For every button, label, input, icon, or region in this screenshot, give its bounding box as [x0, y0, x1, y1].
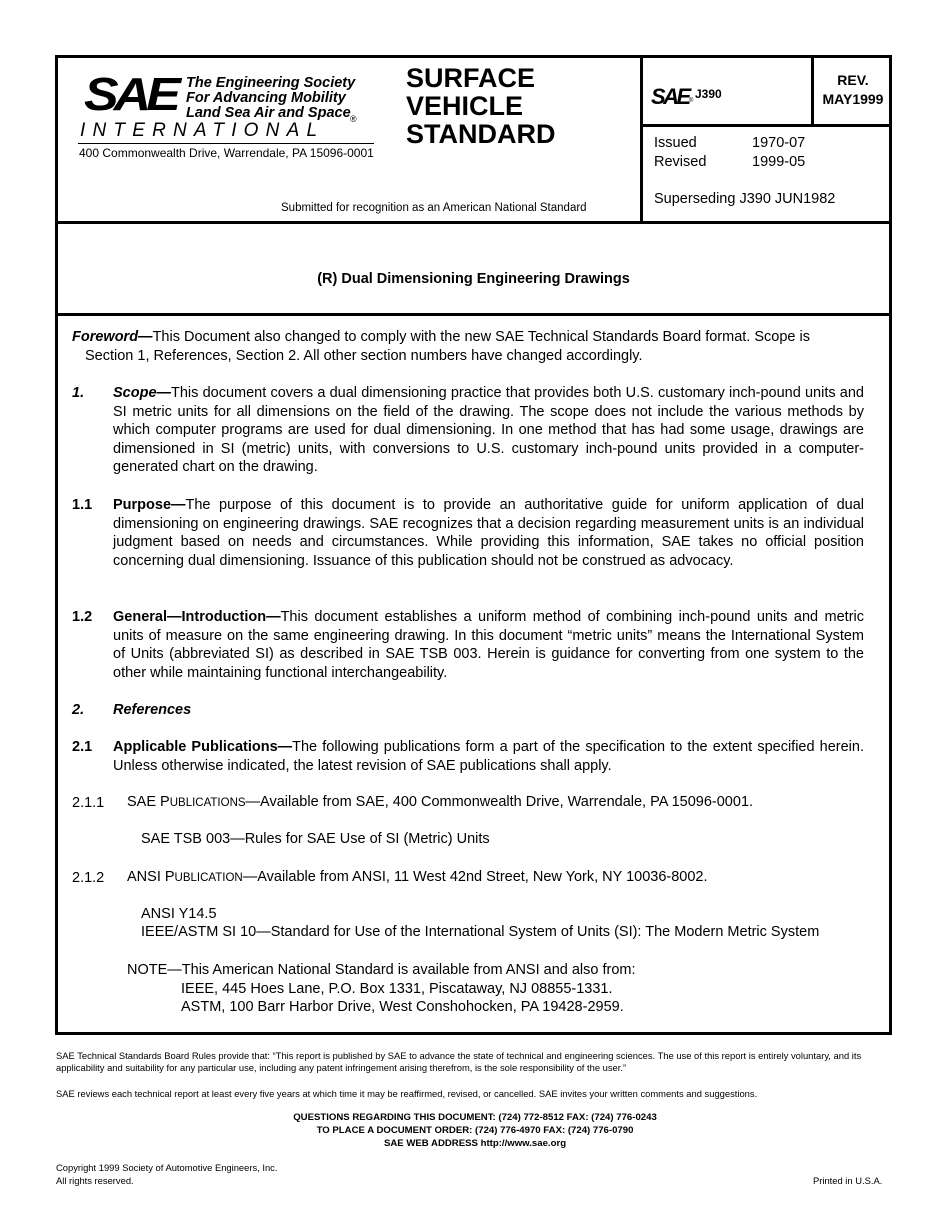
section-1-1-purpose: [113, 496, 864, 570]
section-1-2-general: [113, 608, 864, 682]
doc-registered-mark: ®: [689, 98, 694, 104]
header-divider: [55, 221, 892, 224]
ansi-pub-text: —Available from ANSI, 11 West 42nd Street, New York, NY 10036-8002.: [242, 869, 708, 885]
section-2-1-2-ansi-publication: [127, 869, 708, 885]
submitted-note: Submitted for recognition as an American National Standard: [281, 202, 587, 214]
section-1-heading: Scope—: [113, 385, 172, 401]
printed-in-usa: Printed in U.S.A.: [813, 1175, 883, 1186]
section-2-1-publications: [113, 738, 864, 775]
rev-row-divider: [640, 124, 892, 127]
foreword: [72, 328, 864, 347]
tagline-line-3: Land Sea Air and Space: [186, 105, 351, 121]
standard-type: [406, 64, 556, 148]
tagline-line-2: For Advancing Mobility: [186, 90, 346, 106]
rev-label: REV.: [837, 72, 869, 88]
tagline-line-1: The Engineering Society: [186, 75, 356, 91]
foreword-text: This Document also changed to comply with the new SAE Technical Standards Board format. Scope is: [152, 329, 810, 345]
section-1-1-heading: Purpose—: [113, 497, 186, 513]
all-rights-reserved: All rights reserved.: [56, 1175, 134, 1186]
order-contact: TO PLACE A DOCUMENT ORDER: (724) 776-4970 FAX: (724) 776-0790: [316, 1125, 634, 1136]
ieee-address: IEEE, 445 Hoes Lane, P.O. Box 1331, Piscataway, NJ 08855-1331.: [181, 981, 613, 997]
standard-type-line-2: VEHICLE: [406, 91, 524, 121]
ansi-pub-big: ANSI P: [127, 869, 175, 885]
section-1-text: This document covers a dual dimensioning practice that provides both U.S. customary inch-pound units and SI metric units for all dimensions on the field of the drawing. The scope does not include the various methods by which computer programs are used for dual dimensioning. In one method that has had some usage, drawings are dimensioned in SI (metric) units, with conversions to U.S. customary inch-pound units provided in a computer-generated chart on the drawing.: [113, 385, 864, 476]
superseding: Superseding J390 JUN1982: [654, 191, 836, 207]
ansi-pub-small: UBLICATION: [174, 872, 243, 884]
web-address: SAE WEB ADDRESS http://www.sae.org: [383, 1138, 567, 1149]
sae-pub-text: —Available from SAE, 400 Commonwealth Drive, Warrendale, PA 15096-0001.: [245, 794, 754, 810]
foreword-label: Foreword—: [72, 329, 153, 345]
issued-value: 1970-07: [752, 135, 806, 151]
section-1-2-heading: General—Introduction—: [113, 609, 281, 625]
section-1-2-number: 1.2: [72, 609, 93, 625]
section-1-number: 1.: [72, 385, 85, 401]
wordmark-rule: [78, 143, 374, 144]
doc-number: J390: [695, 87, 722, 101]
header-column-divider: [640, 55, 643, 223]
ansi-y14-5-reference: ANSI Y14.5: [141, 906, 217, 922]
revised-value: 1999-05: [752, 154, 806, 170]
section-2-number: 2.: [72, 702, 85, 718]
astm-address: ASTM, 100 Barr Harbor Drive, West Conshohocken, PA 19428-2959.: [181, 999, 624, 1015]
section-1-1-text: The purpose of this document is to provide an authoritative guide for uniform application of dual dimensioning on engineering drawings. SAE recognizes that a decision regarding measurement units is an individual judgment based on needs and circumstances. While providing this information, SAE takes no official position concerning dual dimensioning. Issuance of this publication should not be construed as advocacy.: [113, 497, 864, 569]
tsb-rules-disclaimer: SAE Technical Standards Board Rules provide that: “This report is published by SAE to advance the state of technical and engineering sciences. The use of this report is entirely voluntary, and its applicability and suitability for any particular use, including any patent infringement arising therefrom, is the sole responsibility of the user.”: [56, 1050, 862, 1073]
questions-contact: QUESTIONS REGARDING THIS DOCUMENT: (724) 772-8512 FAX: (724) 776-0243: [293, 1112, 657, 1123]
registered-mark: ®: [350, 114, 357, 124]
section-1-scope: [113, 384, 864, 477]
title-divider: [55, 313, 892, 316]
section-1-1-number: 1.1: [72, 497, 93, 513]
review-statement: SAE reviews each technical report at least every five years at which time it may be reaffirmed, revised, or cancelled. SAE invites your written comments and suggestions.: [56, 1088, 758, 1099]
section-2-heading: References: [113, 702, 192, 718]
section-2-1-2-number: 2.1.2: [72, 870, 105, 886]
sae-address: 400 Commonwealth Drive, Warrendale, PA 15096-0001: [79, 146, 374, 160]
international-wordmark: INTERNATIONAL: [80, 120, 325, 141]
sae-pub-big: SAE P: [127, 794, 170, 810]
section-2-1-1-sae-publications: [127, 794, 753, 810]
section-2-1-number: 2.1: [72, 739, 93, 755]
rev-date: MAY1999: [822, 91, 884, 107]
foreword-continued: Section 1, References, Section 2. All other section numbers have changed accordingly.: [85, 348, 643, 364]
section-1-2-text: This document establishes a uniform method of combining inch-pound units and metric units of measure on the same engineering drawing. In this document “metric units” means the International System of Units (abbreviated SI) as described in SAE TSB 003. Herein is guidance for converting from one system to the other while maintaining functional interchangeability.: [113, 609, 864, 681]
ansi-note: NOTE—This American National Standard is available from ANSI and also from:: [127, 962, 636, 978]
standard-type-line-3: STANDARD: [406, 119, 556, 149]
standard-type-line-1: SURFACE: [406, 63, 536, 93]
issued-label: Issued: [654, 135, 697, 151]
sae-tsb-003-reference: SAE TSB 003—Rules for SAE Use of SI (Metric) Units: [141, 831, 490, 847]
document-title: (R) Dual Dimensioning Engineering Drawings: [317, 271, 630, 287]
sae-pub-small: UBLICATIONS: [169, 797, 246, 809]
ieee-astm-si10-reference: IEEE/ASTM SI 10—Standard for Use of the International System of Units (SI): The Modern Metric System: [141, 924, 820, 940]
copyright: Copyright 1999 Society of Automotive Engineers, Inc.: [56, 1162, 278, 1173]
section-2-1-1-number: 2.1.1: [72, 795, 105, 811]
doc-sae-logo: SAE: [651, 84, 689, 109]
revised-label: Revised: [654, 154, 707, 170]
section-2-1-text: The following publications form a part of the specification to the extent specified herein. Unless otherwise indicated, the latest revision of SAE publications shall apply.: [113, 739, 864, 774]
sae-logo: SAE: [84, 68, 176, 121]
section-2-1-heading: Applicable Publications—: [113, 739, 293, 755]
